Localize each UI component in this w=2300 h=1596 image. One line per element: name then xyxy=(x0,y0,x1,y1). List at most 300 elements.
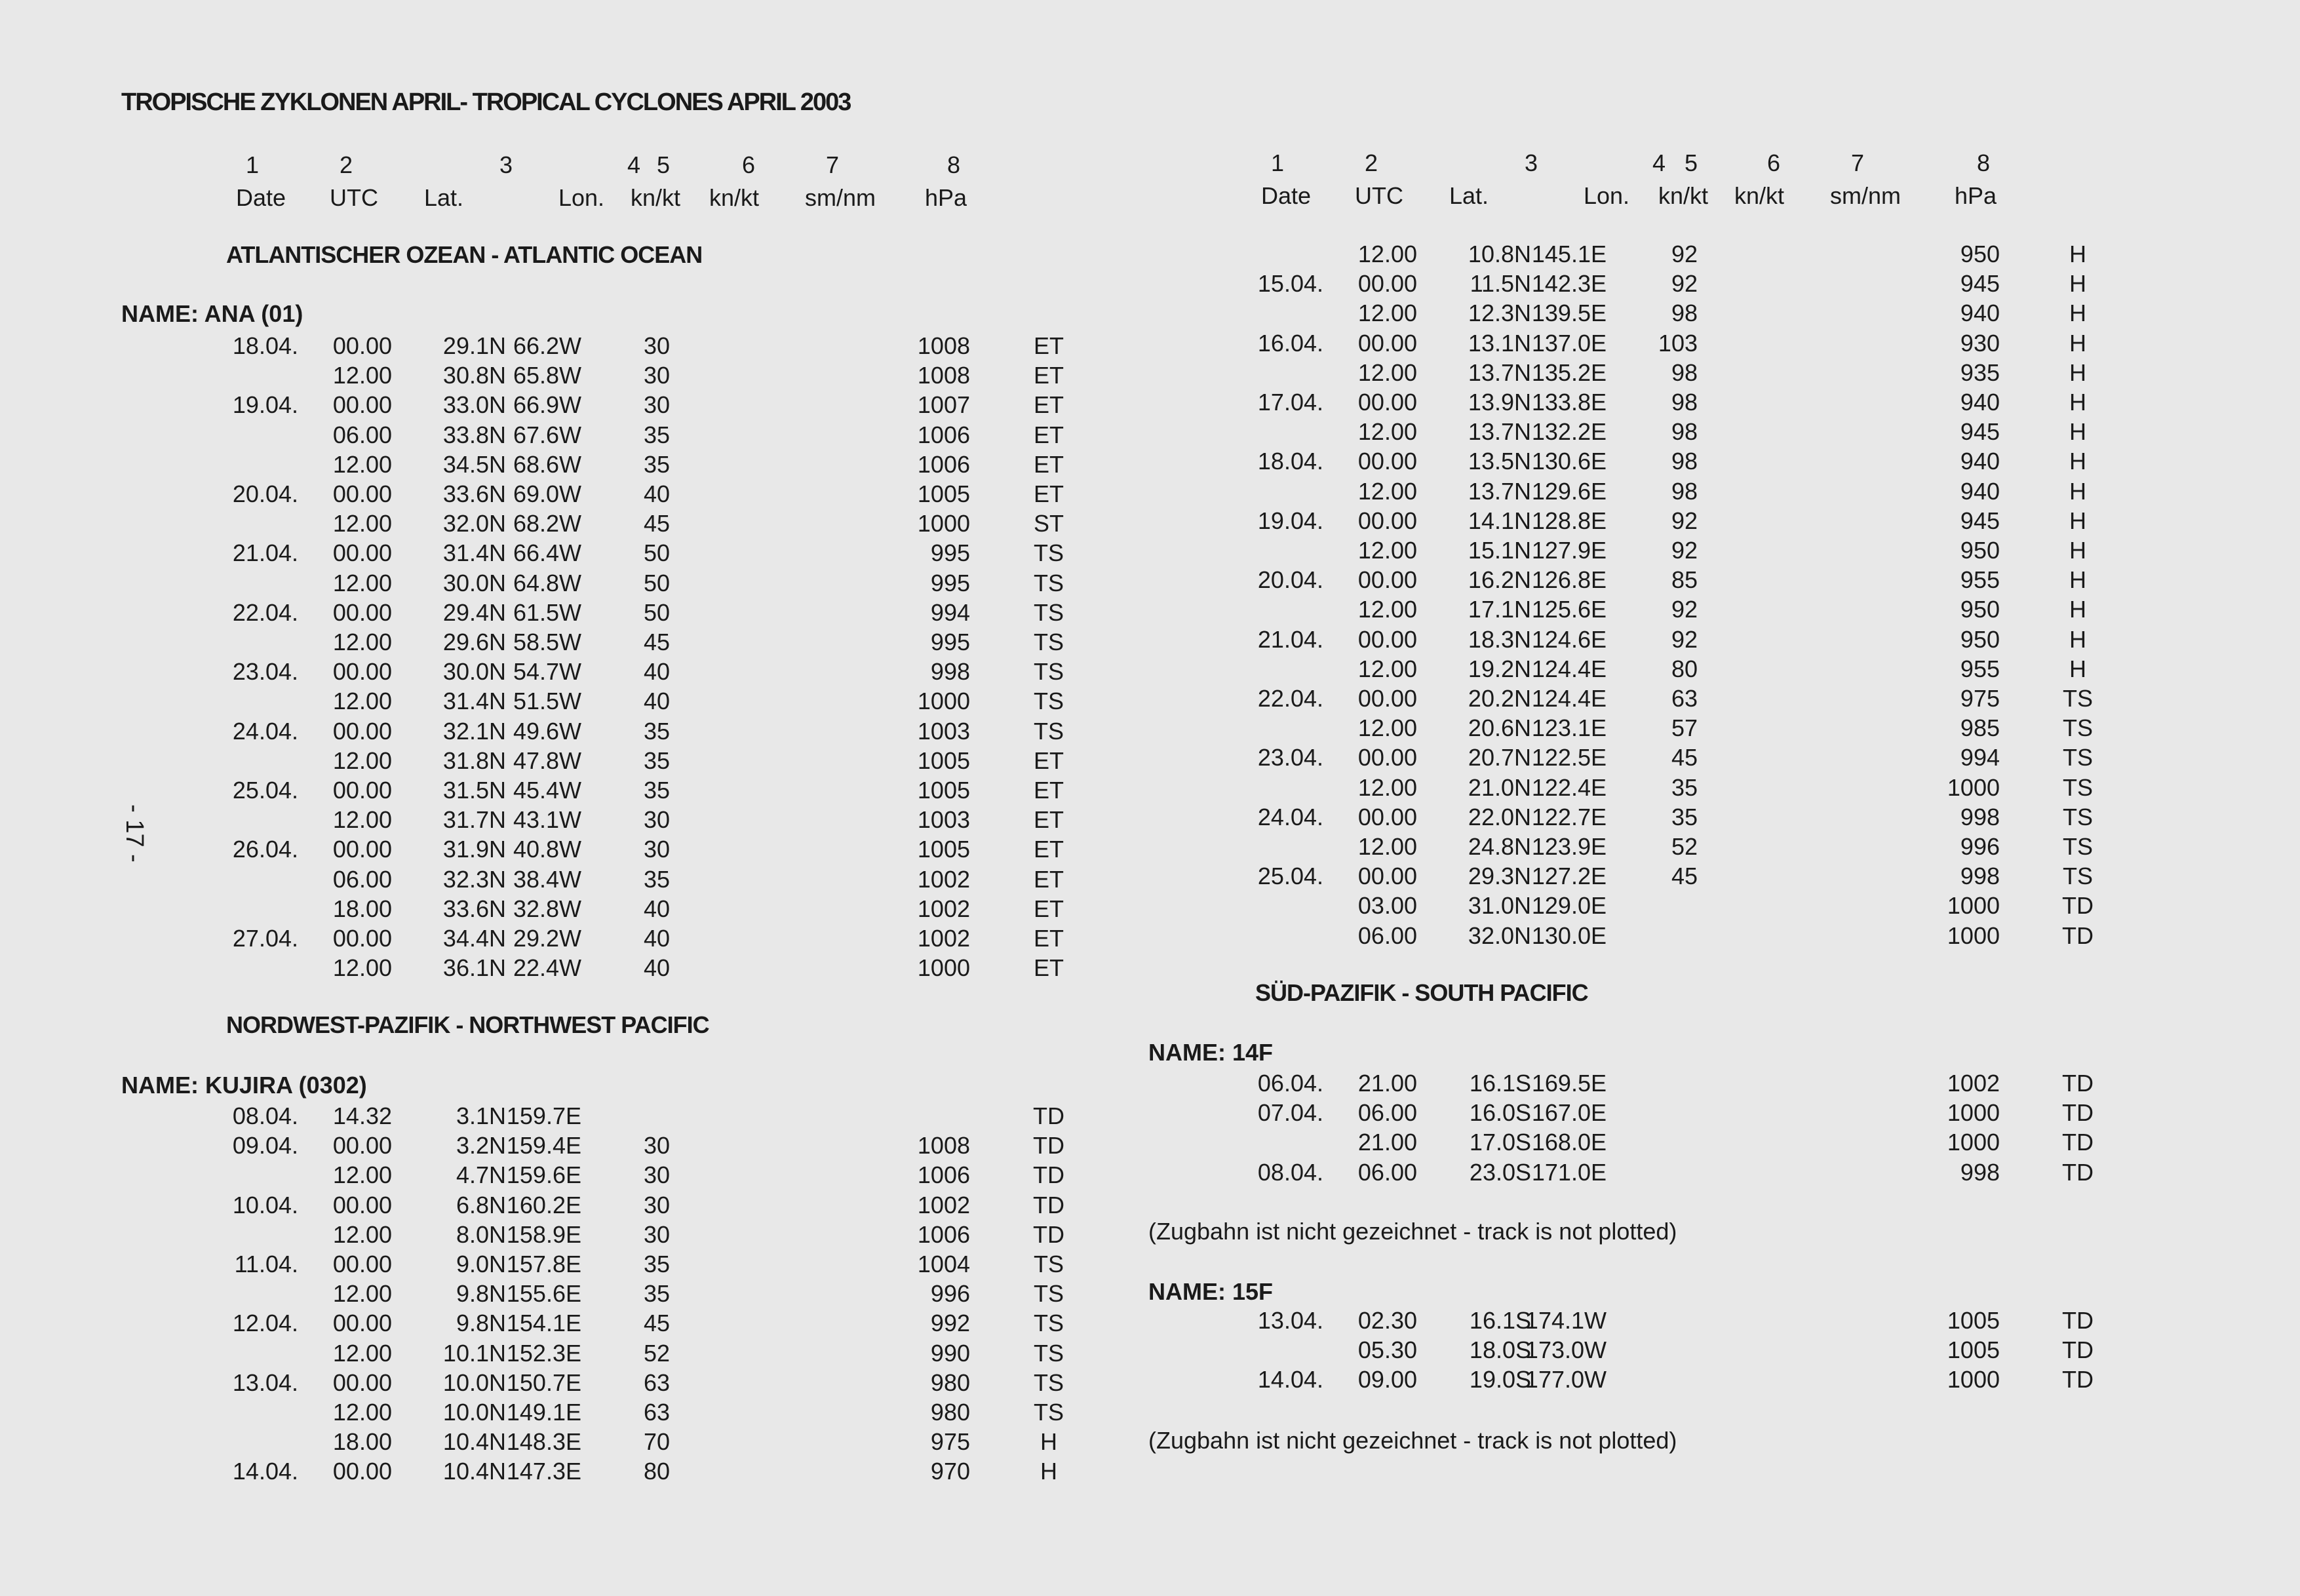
cell-type: TS xyxy=(1033,1339,1064,1367)
cell-type: TS xyxy=(1033,1280,1064,1308)
cell-lon: 64.8W xyxy=(513,569,581,596)
cell-pressure-hpa: 1006 xyxy=(917,450,970,478)
column-number: 4 xyxy=(1652,149,1666,176)
cell-lon: 171.0E xyxy=(1531,1158,1607,1186)
cell-lat: 20.6N xyxy=(1468,714,1531,742)
cell-type: ET xyxy=(1033,806,1064,834)
cell-pressure-hpa: 940 xyxy=(1960,477,2000,505)
cell-utc: 00.00 xyxy=(332,1251,392,1277)
cell-type: ET xyxy=(1033,895,1064,922)
cell-lat: 21.0N xyxy=(1468,773,1531,801)
cell-pressure-hpa: 1005 xyxy=(917,480,970,507)
cell-lon: 54.7W xyxy=(513,658,581,686)
table-row xyxy=(0,1127,2300,1157)
cell-utc: 18.00 xyxy=(332,895,392,922)
cell-lon: 45.4W xyxy=(513,777,581,804)
cell-lon: 129.6E xyxy=(1531,477,1607,505)
table-row xyxy=(0,713,2300,743)
cell-lon: 139.5E xyxy=(1531,300,1607,327)
cell-utc: 12.00 xyxy=(332,1220,392,1248)
cell-lat: 32.3N xyxy=(442,865,506,893)
cell-lat: 30.8N xyxy=(442,362,506,389)
column-unit: kn/kt xyxy=(1658,182,1709,209)
cell-lon: 124.4E xyxy=(1531,685,1607,712)
cell-lon: 127.9E xyxy=(1531,537,1607,564)
table-row xyxy=(0,1456,2300,1486)
cell-type: ET xyxy=(1033,836,1064,863)
cell-lat: 13.9N xyxy=(1468,389,1531,416)
cell-pressure-hpa: 955 xyxy=(1960,655,2000,682)
cell-wind-kn: 98 xyxy=(1671,418,1698,446)
column-number: 8 xyxy=(946,151,961,178)
cell-type: TS xyxy=(1033,1251,1064,1277)
cell-lon: 124.4E xyxy=(1531,655,1607,682)
cell-lat: 20.7N xyxy=(1468,744,1531,771)
cell-wind-kn: 45 xyxy=(643,1310,670,1337)
cell-type: TS xyxy=(2062,744,2093,771)
cell-lat: 16.1S xyxy=(1469,1070,1531,1097)
cell-type: H xyxy=(1040,1428,1057,1456)
cell-type: TS xyxy=(2062,833,2093,860)
cell-lon: 154.1E xyxy=(506,1310,581,1337)
cell-lon: 58.5W xyxy=(513,629,581,655)
cell-wind-kn: 52 xyxy=(643,1339,670,1367)
cell-pressure-hpa: 955 xyxy=(1960,566,2000,594)
cell-pressure-hpa: 945 xyxy=(1960,418,2000,446)
cell-lat: 4.7N xyxy=(456,1161,506,1189)
cell-lon: 135.2E xyxy=(1531,359,1607,386)
cell-utc: 00.00 xyxy=(1357,863,1417,890)
column-unit: UTC xyxy=(1355,182,1403,209)
cell-utc: 00.00 xyxy=(332,539,392,567)
cell-utc: 00.00 xyxy=(332,658,392,686)
cell-date: 24.04. xyxy=(232,717,298,745)
cell-pressure-hpa: 998 xyxy=(1960,803,2000,830)
cell-utc: 06.00 xyxy=(332,865,392,893)
cell-wind-kn: 70 xyxy=(643,1428,670,1456)
cell-utc: 12.00 xyxy=(332,688,392,715)
cell-wind-kn: 50 xyxy=(643,569,670,596)
cell-utc: 03.00 xyxy=(1357,892,1417,920)
cell-lat: 29.1N xyxy=(442,332,506,359)
cell-wind-kn: 92 xyxy=(1671,507,1698,534)
cell-type: ET xyxy=(1033,362,1064,389)
cell-type: ET xyxy=(1033,925,1064,952)
cell-lon: 22.4W xyxy=(513,954,581,982)
cell-lon: 126.8E xyxy=(1531,566,1607,594)
cell-type: TS xyxy=(1033,717,1064,745)
cell-type: TD xyxy=(1033,1191,1064,1218)
cell-wind-kn: 35 xyxy=(1671,773,1698,801)
cell-type: TS xyxy=(1033,598,1064,626)
table-row xyxy=(0,1397,2300,1427)
cell-pressure-hpa: 975 xyxy=(930,1428,970,1456)
table-row xyxy=(0,387,2300,417)
cell-lon: 159.6E xyxy=(506,1161,581,1189)
page-title: TROPISCHE ZYKLONEN APRIL- TROPICAL CYCLONES APRIL 2003 xyxy=(121,88,851,116)
cell-utc: 00.00 xyxy=(332,391,392,419)
cell-pressure-hpa: 995 xyxy=(930,539,970,567)
cell-wind-kn: 92 xyxy=(1671,596,1698,623)
cell-lat: 17.0S xyxy=(1469,1129,1531,1156)
cell-pressure-hpa: 1000 xyxy=(917,510,970,537)
cell-type: TD xyxy=(2062,892,2094,920)
column-unit: kn/kt xyxy=(709,184,760,211)
cell-lat: 17.1N xyxy=(1468,596,1531,623)
column-number: 3 xyxy=(1524,149,1538,176)
column-number: 5 xyxy=(1684,149,1698,176)
column-unit: Lon. xyxy=(1583,182,1630,209)
cell-utc: 12.00 xyxy=(1357,241,1417,267)
cell-date: 26.04. xyxy=(232,836,298,863)
cell-pressure-hpa: 1000 xyxy=(917,954,970,982)
cell-utc: 12.00 xyxy=(1357,477,1417,505)
column-unit: hPa xyxy=(1954,182,1997,209)
cell-date: 14.04. xyxy=(1257,1366,1323,1393)
cell-date: 22.04. xyxy=(232,598,298,626)
cell-lat: 13.1N xyxy=(1468,329,1531,357)
column-unit: Lat. xyxy=(1449,182,1489,209)
cell-utc: 12.00 xyxy=(1357,418,1417,446)
cell-lat: 29.6N xyxy=(442,629,506,655)
cell-pressure-hpa: 980 xyxy=(930,1369,970,1396)
cell-pressure-hpa: 970 xyxy=(930,1458,970,1485)
table-row xyxy=(0,1098,2300,1127)
cell-pressure-hpa: 1008 xyxy=(917,362,970,389)
cell-pressure-hpa: 1002 xyxy=(917,925,970,952)
cell-pressure-hpa: 975 xyxy=(1960,685,2000,712)
cell-lon: 122.7E xyxy=(1531,803,1607,830)
cell-pressure-hpa: 992 xyxy=(930,1310,970,1337)
column-unit: Lon. xyxy=(558,184,605,211)
table-row xyxy=(0,1306,2300,1335)
storm-name-ana: NAME: ANA (01) xyxy=(121,300,303,327)
cell-wind-kn: 63 xyxy=(643,1369,670,1396)
cell-lon: 68.2W xyxy=(513,510,581,537)
cell-utc: 00.00 xyxy=(1357,803,1417,830)
cell-date: 25.04. xyxy=(232,777,298,804)
column-number: 2 xyxy=(339,151,353,178)
cell-pressure-hpa: 930 xyxy=(1960,329,2000,357)
cell-lon: 68.6W xyxy=(513,450,581,478)
cell-lon: 69.0W xyxy=(513,480,581,507)
cell-type: H xyxy=(2069,329,2086,357)
cell-pressure-hpa: 940 xyxy=(1960,300,2000,327)
cell-utc: 12.00 xyxy=(332,954,392,982)
cell-wind-kn: 35 xyxy=(643,777,670,804)
cell-pressure-hpa: 985 xyxy=(1960,714,2000,742)
table-row xyxy=(0,1158,2300,1187)
cell-wind-kn: 63 xyxy=(1671,685,1698,712)
cell-pressure-hpa: 1003 xyxy=(917,717,970,745)
cell-type: ET xyxy=(1033,865,1064,893)
cell-utc: 00.00 xyxy=(332,836,392,863)
cell-lon: 40.8W xyxy=(513,836,581,863)
cell-date: 23.04. xyxy=(1257,744,1323,771)
table-row xyxy=(0,1335,2300,1365)
cell-type: TS xyxy=(2062,714,2093,742)
table-row xyxy=(0,1249,2300,1279)
cell-lon: 132.2E xyxy=(1531,418,1607,446)
cell-lat: 30.0N xyxy=(442,658,506,686)
cell-date: 17.04. xyxy=(1257,389,1323,416)
cell-lon: 150.7E xyxy=(506,1369,581,1396)
cell-lat: 13.7N xyxy=(1468,477,1531,505)
cell-date: 19.04. xyxy=(232,391,298,419)
cell-lat: 18.0S xyxy=(1469,1336,1531,1364)
cell-lon: 167.0E xyxy=(1531,1099,1607,1127)
cell-type: TS xyxy=(1033,1399,1064,1426)
cell-pressure-hpa: 1006 xyxy=(917,1220,970,1248)
cell-type: ET xyxy=(1033,777,1064,804)
cell-type: TD xyxy=(2062,1070,2094,1097)
cell-lat: 13.7N xyxy=(1468,359,1531,386)
cell-lon: 148.3E xyxy=(506,1428,581,1456)
cell-wind-kn: 40 xyxy=(643,895,670,922)
cell-pressure-hpa: 1006 xyxy=(917,1161,970,1189)
cell-lat: 9.8N xyxy=(456,1280,506,1308)
table-row xyxy=(0,269,2300,298)
cell-utc: 00.00 xyxy=(332,332,392,359)
column-number: 6 xyxy=(1766,149,1781,176)
cell-pressure-hpa: 1000 xyxy=(1947,1129,2000,1156)
cell-pressure-hpa: 994 xyxy=(1960,744,2000,771)
cell-lat: 31.8N xyxy=(442,747,506,774)
cell-type: TS xyxy=(2062,863,2093,890)
cell-type: ET xyxy=(1033,391,1064,419)
cell-utc: 12.00 xyxy=(332,747,392,774)
cell-lon: 173.0W xyxy=(1525,1336,1607,1364)
cell-type: TS xyxy=(1033,539,1064,567)
cell-lat: 19.2N xyxy=(1468,655,1531,682)
cell-wind-kn: 35 xyxy=(643,717,670,745)
cell-lon: 149.1E xyxy=(506,1399,581,1426)
cell-lat: 34.4N xyxy=(442,925,506,952)
cell-lat: 12.3N xyxy=(1468,300,1531,327)
table-row xyxy=(0,654,2300,684)
cell-wind-kn: 98 xyxy=(1671,448,1698,475)
cell-lat: 33.6N xyxy=(442,480,506,507)
cell-utc: 12.00 xyxy=(1357,300,1417,327)
cell-wind-kn: 40 xyxy=(643,688,670,715)
cell-type: H xyxy=(2069,241,2086,267)
column-unit: sm/nm xyxy=(1830,182,1901,209)
cell-lat: 9.8N xyxy=(456,1310,506,1337)
cell-date: 25.04. xyxy=(1257,863,1323,890)
section-nw-pacific: NORDWEST-PAZIFIK - NORTHWEST PACIFIC xyxy=(226,1011,709,1038)
column-number: 4 xyxy=(627,151,641,178)
cell-date: 08.04. xyxy=(232,1102,298,1129)
cell-lat: 10.1N xyxy=(442,1339,506,1367)
cell-lon: 38.4W xyxy=(513,865,581,893)
cell-date: 09.04. xyxy=(232,1132,298,1159)
cell-type: ET xyxy=(1033,480,1064,507)
cell-date: 12.04. xyxy=(232,1310,298,1337)
cell-wind-kn: 45 xyxy=(1671,863,1698,890)
cell-wind-kn: 35 xyxy=(643,747,670,774)
cell-lat: 34.5N xyxy=(442,450,506,478)
cell-date: 11.04. xyxy=(234,1251,298,1277)
cell-utc: 12.00 xyxy=(332,1339,392,1367)
cell-type: H xyxy=(2069,418,2086,446)
column-number: 5 xyxy=(656,151,671,178)
cell-lon: 29.2W xyxy=(513,925,581,952)
cell-wind-kn: 35 xyxy=(643,865,670,893)
cell-pressure-hpa: 1005 xyxy=(917,836,970,863)
cell-type: H xyxy=(1040,1458,1057,1485)
table-row xyxy=(0,921,2300,950)
cell-pressure-hpa: 1006 xyxy=(917,421,970,448)
table-row xyxy=(0,506,2300,535)
cell-type: TD xyxy=(1033,1220,1064,1248)
cell-type: H xyxy=(2069,270,2086,298)
column-unit: kn/kt xyxy=(630,184,681,211)
column-number: 1 xyxy=(245,151,260,178)
table-row xyxy=(0,1365,2300,1394)
table-row xyxy=(0,477,2300,506)
cell-utc: 12.00 xyxy=(1357,596,1417,623)
cell-date: 18.04. xyxy=(232,332,298,359)
cell-wind-kn: 85 xyxy=(1671,566,1698,594)
cell-wind-kn: 35 xyxy=(643,1251,670,1277)
cell-date: 22.04. xyxy=(1257,685,1323,712)
cell-pressure-hpa: 1005 xyxy=(1947,1336,2000,1364)
cell-lon: 127.2E xyxy=(1531,863,1607,890)
cell-pressure-hpa: 1000 xyxy=(1947,1366,2000,1393)
cell-pressure-hpa: 945 xyxy=(1960,270,2000,298)
cell-pressure-hpa: 950 xyxy=(1960,241,2000,267)
cell-wind-kn: 35 xyxy=(1671,803,1698,830)
cell-date: 18.04. xyxy=(1257,448,1323,475)
cell-utc: 00.00 xyxy=(1357,507,1417,534)
cell-utc: 00.00 xyxy=(1357,625,1417,653)
cell-wind-kn: 35 xyxy=(643,1280,670,1308)
cell-wind-kn: 98 xyxy=(1671,389,1698,416)
cell-type: H xyxy=(2069,389,2086,416)
cell-lon: 66.4W xyxy=(513,539,581,567)
cell-pressure-hpa: 1002 xyxy=(917,865,970,893)
cell-wind-kn: 80 xyxy=(643,1458,670,1485)
cell-lat: 10.4N xyxy=(442,1458,506,1485)
cell-type: TS xyxy=(1033,569,1064,596)
cell-utc: 12.00 xyxy=(332,1399,392,1426)
cell-wind-kn: 40 xyxy=(643,954,670,982)
cell-wind-kn: 40 xyxy=(643,480,670,507)
cell-utc: 12.00 xyxy=(1357,655,1417,682)
cell-lon: 157.8E xyxy=(506,1251,581,1277)
cell-utc: 06.00 xyxy=(332,421,392,448)
cell-pressure-hpa: 990 xyxy=(930,1339,970,1367)
cell-pressure-hpa: 940 xyxy=(1960,448,2000,475)
cell-lon: 142.3E xyxy=(1531,270,1607,298)
cell-lon: 47.8W xyxy=(513,747,581,774)
cell-type: ET xyxy=(1033,421,1064,448)
cell-utc: 00.00 xyxy=(332,1369,392,1396)
cell-date: 13.04. xyxy=(232,1369,298,1396)
page-number: - 17 - xyxy=(120,804,148,863)
cell-utc: 00.00 xyxy=(1357,744,1417,771)
column-unit: UTC xyxy=(330,184,378,211)
cell-type: TD xyxy=(2062,1158,2094,1186)
cell-utc: 12.00 xyxy=(332,569,392,596)
cell-lat: 9.0N xyxy=(456,1251,506,1277)
cell-wind-kn: 92 xyxy=(1671,241,1698,267)
column-unit: hPa xyxy=(924,184,967,211)
storm-name-kujira: NAME: KUJIRA (0302) xyxy=(121,1072,367,1099)
cell-lon: 159.4E xyxy=(506,1132,581,1159)
cell-type: TD xyxy=(2062,1099,2094,1127)
cell-wind-kn: 30 xyxy=(643,836,670,863)
table-row xyxy=(0,328,2300,358)
cell-pressure-hpa: 1000 xyxy=(1947,892,2000,920)
cell-utc: 00.00 xyxy=(1357,566,1417,594)
cell-utc: 12.00 xyxy=(1357,537,1417,564)
cell-type: TD xyxy=(2062,1307,2094,1334)
cell-utc: 12.00 xyxy=(332,450,392,478)
cell-pressure-hpa: 940 xyxy=(1960,389,2000,416)
cell-utc: 00.00 xyxy=(332,925,392,952)
cell-utc: 00.00 xyxy=(332,717,392,745)
cell-type: H xyxy=(2069,448,2086,475)
cell-lat: 8.0N xyxy=(456,1220,506,1248)
cell-lon: 152.3E xyxy=(506,1339,581,1367)
cell-utc: 05.30 xyxy=(1357,1336,1417,1364)
section-s-pacific: SÜD-PAZIFIK - SOUTH PACIFIC xyxy=(1255,979,1588,1006)
table-row xyxy=(0,446,2300,476)
cell-pressure-hpa: 996 xyxy=(1960,833,2000,860)
cell-utc: 00.00 xyxy=(1357,448,1417,475)
cell-utc: 00.00 xyxy=(332,1132,392,1159)
cell-date: 19.04. xyxy=(1257,507,1323,534)
cell-type: H xyxy=(2069,300,2086,327)
cell-lat: 30.0N xyxy=(442,569,506,596)
column-unit: Date xyxy=(235,184,286,211)
cell-lon: 122.5E xyxy=(1531,744,1607,771)
cell-date: 21.04. xyxy=(232,539,298,567)
cell-pressure-hpa: 1002 xyxy=(917,1191,970,1218)
note-15f: (Zugbahn ist nicht gezeichnet - track is not plotted) xyxy=(1148,1427,1677,1454)
cell-wind-kn: 30 xyxy=(643,806,670,834)
cell-utc: 00.00 xyxy=(332,598,392,626)
cell-type: TS xyxy=(2062,773,2093,801)
cell-lon: 159.7E xyxy=(506,1102,581,1129)
cell-lon: 123.9E xyxy=(1531,833,1607,860)
cell-lon: 147.3E xyxy=(506,1458,581,1485)
cell-utc: 12.00 xyxy=(1357,714,1417,742)
cell-utc: 12.00 xyxy=(1357,773,1417,801)
cell-type: H xyxy=(2069,359,2086,386)
table-row xyxy=(0,773,2300,802)
cell-lon: 51.5W xyxy=(513,688,581,715)
cell-lat: 10.4N xyxy=(442,1428,506,1456)
table-row xyxy=(0,565,2300,594)
column-number: 7 xyxy=(1850,149,1865,176)
cell-date: 10.04. xyxy=(232,1191,298,1218)
cell-lat: 32.1N xyxy=(442,717,506,745)
section-atlantic: ATLANTISCHER OZEAN - ATLANTIC OCEAN xyxy=(226,241,703,268)
cell-type: TD xyxy=(2062,1336,2094,1364)
cell-pressure-hpa: 1000 xyxy=(917,688,970,715)
cell-lon: 32.8W xyxy=(513,895,581,922)
cell-pressure-hpa: 1000 xyxy=(1947,922,2000,949)
cell-lat: 14.1N xyxy=(1468,507,1531,534)
cell-date: 07.04. xyxy=(1257,1099,1323,1127)
cell-wind-kn: 30 xyxy=(643,1191,670,1218)
cell-date: 13.04. xyxy=(1257,1307,1323,1334)
cell-lon: 145.1E xyxy=(1531,241,1607,267)
cell-lat: 13.5N xyxy=(1468,448,1531,475)
cell-pressure-hpa: 1004 xyxy=(917,1251,970,1277)
